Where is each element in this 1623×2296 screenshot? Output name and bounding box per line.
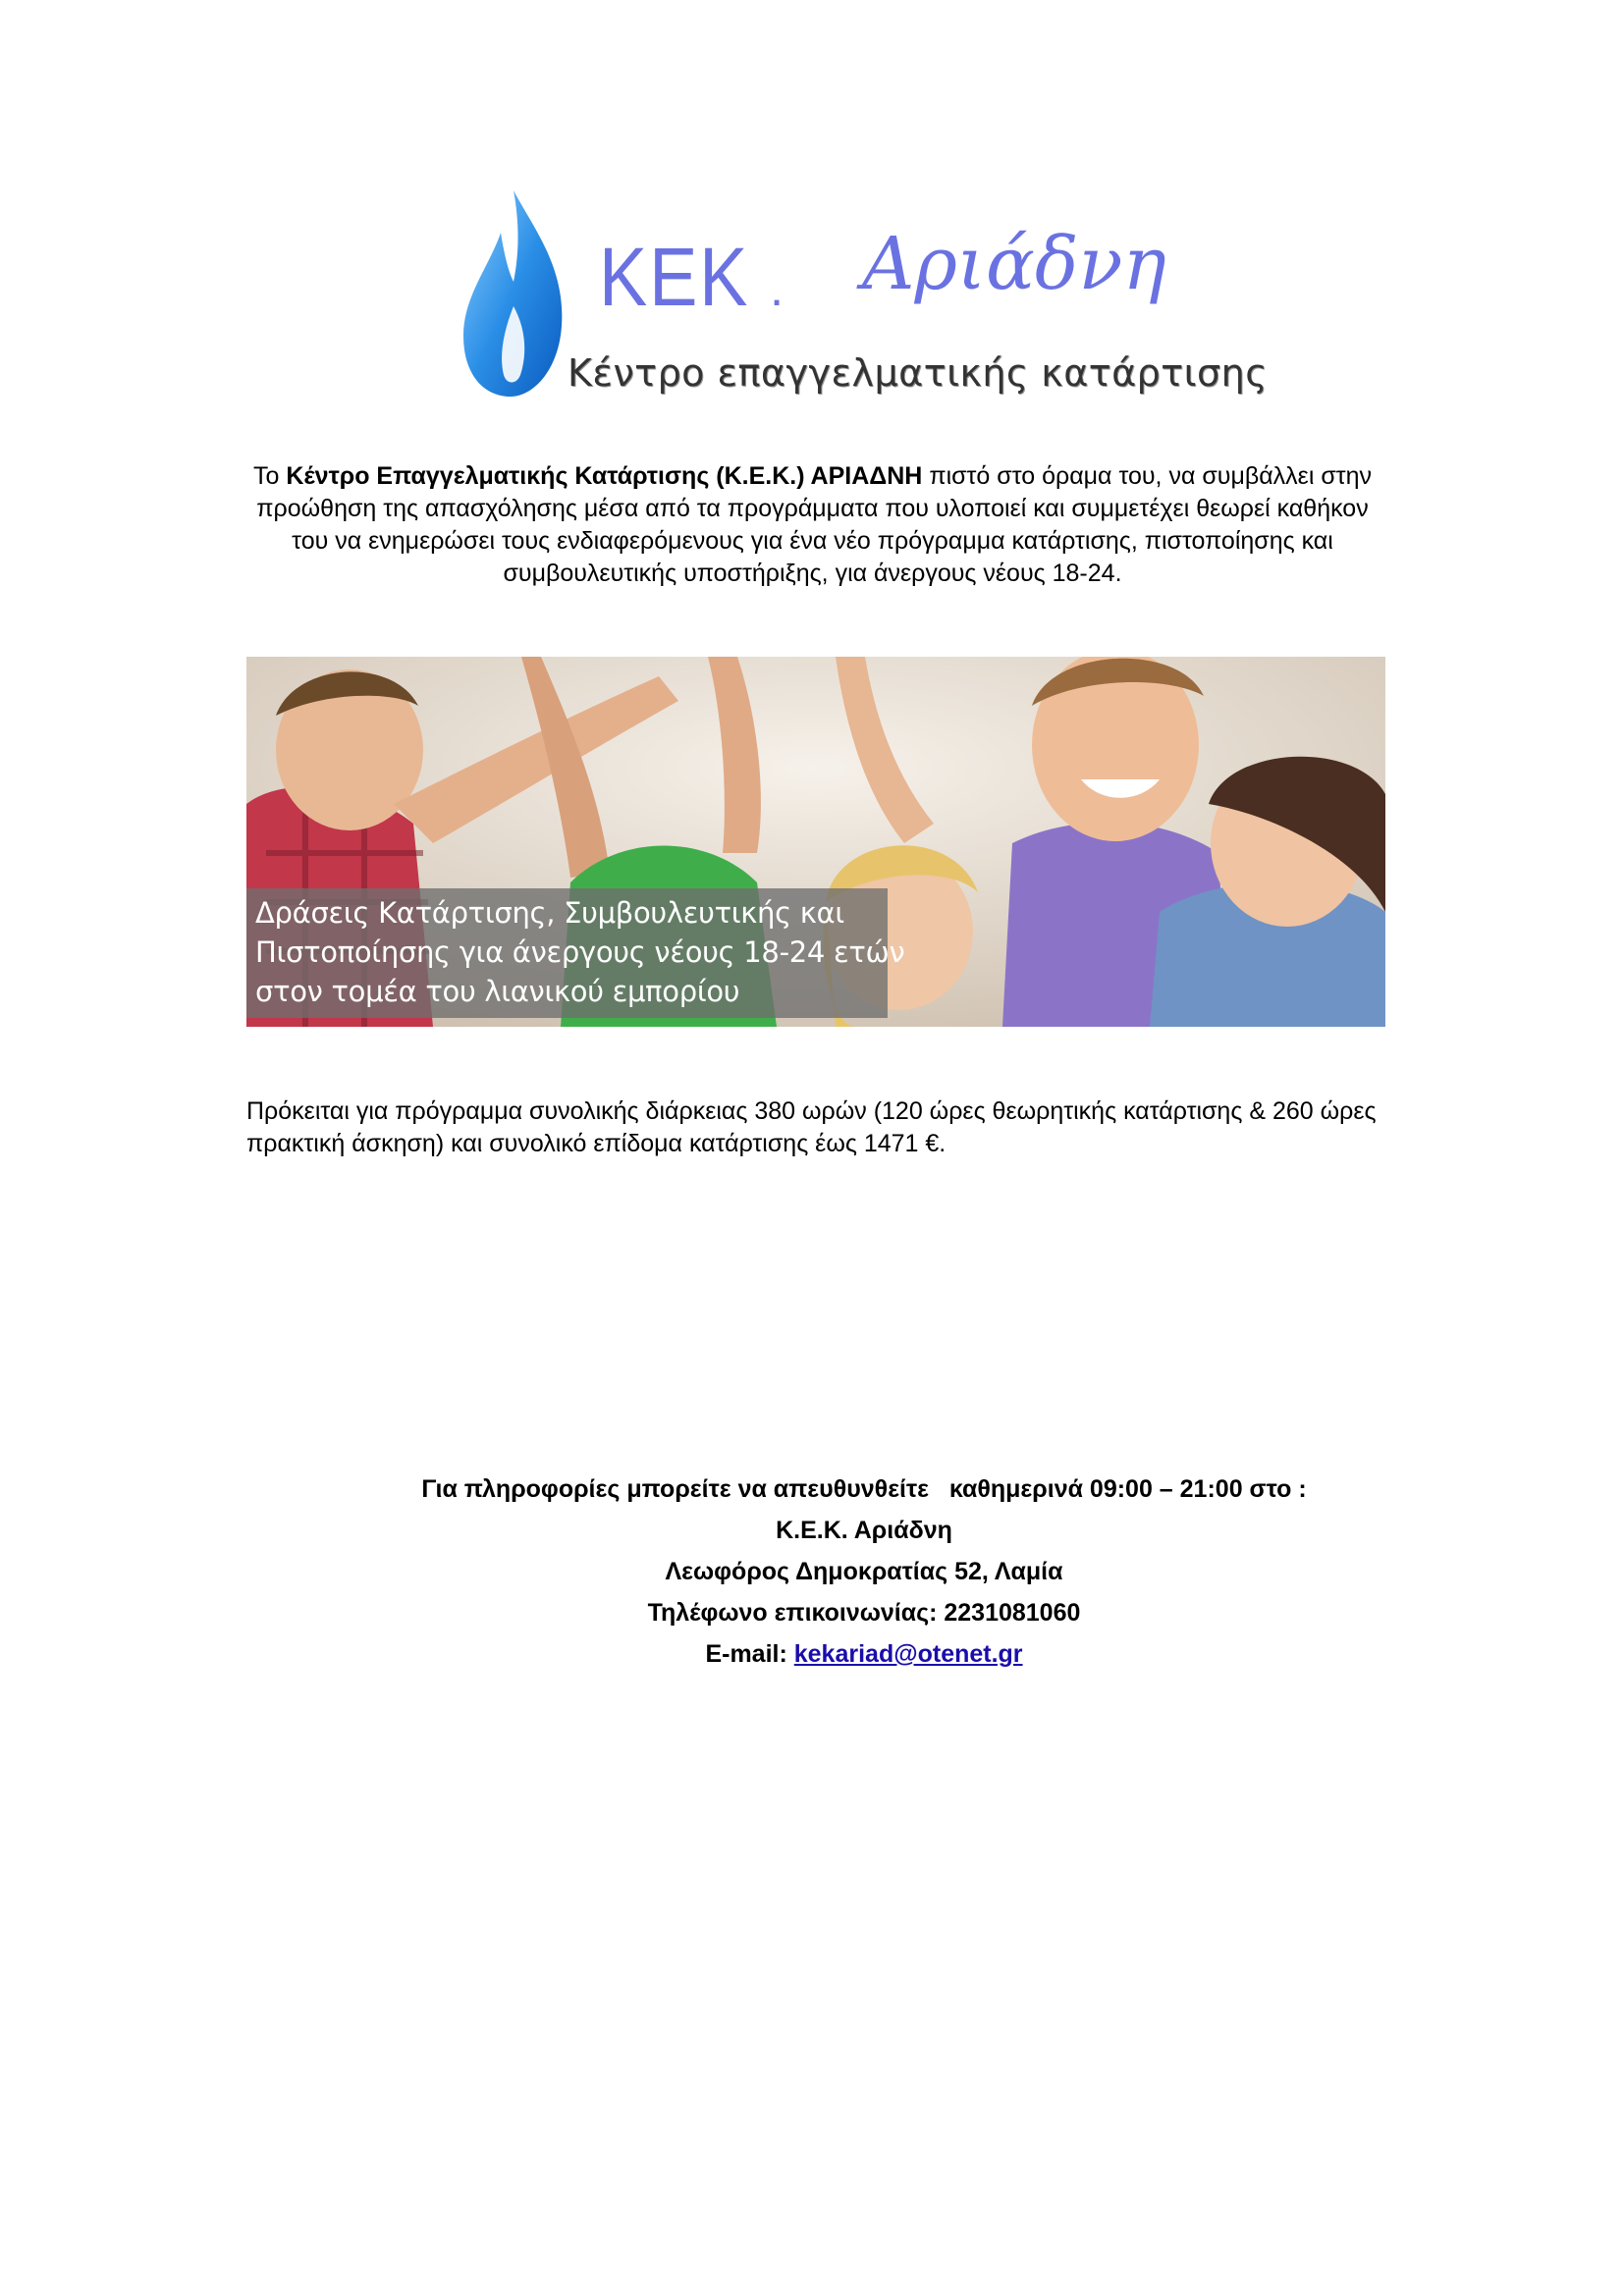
- contact-org-name: Κ.Ε.Κ. Αριάδνη: [776, 1517, 952, 1544]
- intro-org-name: Κέντρο Επαγγελματικής Κατάρτισης (Κ.Ε.Κ.) ΑΡΙΑΔΝΗ: [286, 462, 923, 490]
- kek-ariadni-logo: [460, 188, 1269, 404]
- contact-phone: Τηλέφωνο επικοινωνίας: 2231081060: [647, 1599, 1081, 1627]
- contact-email-label: E-mail:: [705, 1640, 794, 1668]
- intro-body: πιστό στο όραμα του, να συμβάλλει στην προώθηση της απασχόλησης μέσα από τα προγράμματα που υλοποιεί και συμμετέχει θεωρεί καθήκον του να ενημερώσει τους ενδιαφερόμενους για ένα νέο πρόγραμμα κατάρτισης, πιστοποίησης και συμβουλευτικής υποστήριξης, για άνεργους νέους 18-24.: [256, 462, 1373, 587]
- banner-caption-line-1: Δράσεις Κατάρτισης, Συμβουλευτικής και: [255, 896, 844, 930]
- program-description: Πρόκειται για πρόγραμμα συνολικής διάρκειας 380 ωρών (120 ώρες θεωρητικής κατάρτισης & 260 ώρες πρακτική άσκηση) και συνολικό επίδομα κατάρτισης έως 1471 €.: [246, 1097, 1377, 1157]
- flame-icon: [460, 188, 568, 400]
- contact-hours-line: Για πληροφορίες μπορείτε να απευθυνθείτε καθημερινά 09:00 – 21:00 στο :: [421, 1475, 1307, 1503]
- intro-paragraph: [245, 460, 1380, 590]
- brand-dot: .: [770, 261, 784, 316]
- brand-tagline: Κέντρο επαγγελματικής κατάρτισης: [568, 351, 1269, 395]
- contact-email-row: [373, 1633, 1355, 1675]
- program-banner-image: [246, 657, 1385, 1027]
- intro-prefix: Το: [252, 462, 287, 490]
- banner-caption-box: [246, 888, 905, 1018]
- brand-wordmark: [599, 231, 784, 323]
- contact-email-link[interactable]: kekariad@otenet.gr: [793, 1640, 1023, 1668]
- banner-caption-line-2: Πιστοποίησης για άνεργους νέους 18-24 ετών: [255, 935, 905, 969]
- contact-address: Λεωφόρος Δημοκρατίας 52, Λαμία: [665, 1558, 1063, 1585]
- banner-caption-line-3: στον τομέα του λιανικού εμπορίου: [255, 975, 740, 1008]
- brand-kek: KEK: [599, 231, 750, 323]
- contact-info: [373, 1468, 1355, 1675]
- brand-name: Αριάδνη: [862, 222, 1166, 306]
